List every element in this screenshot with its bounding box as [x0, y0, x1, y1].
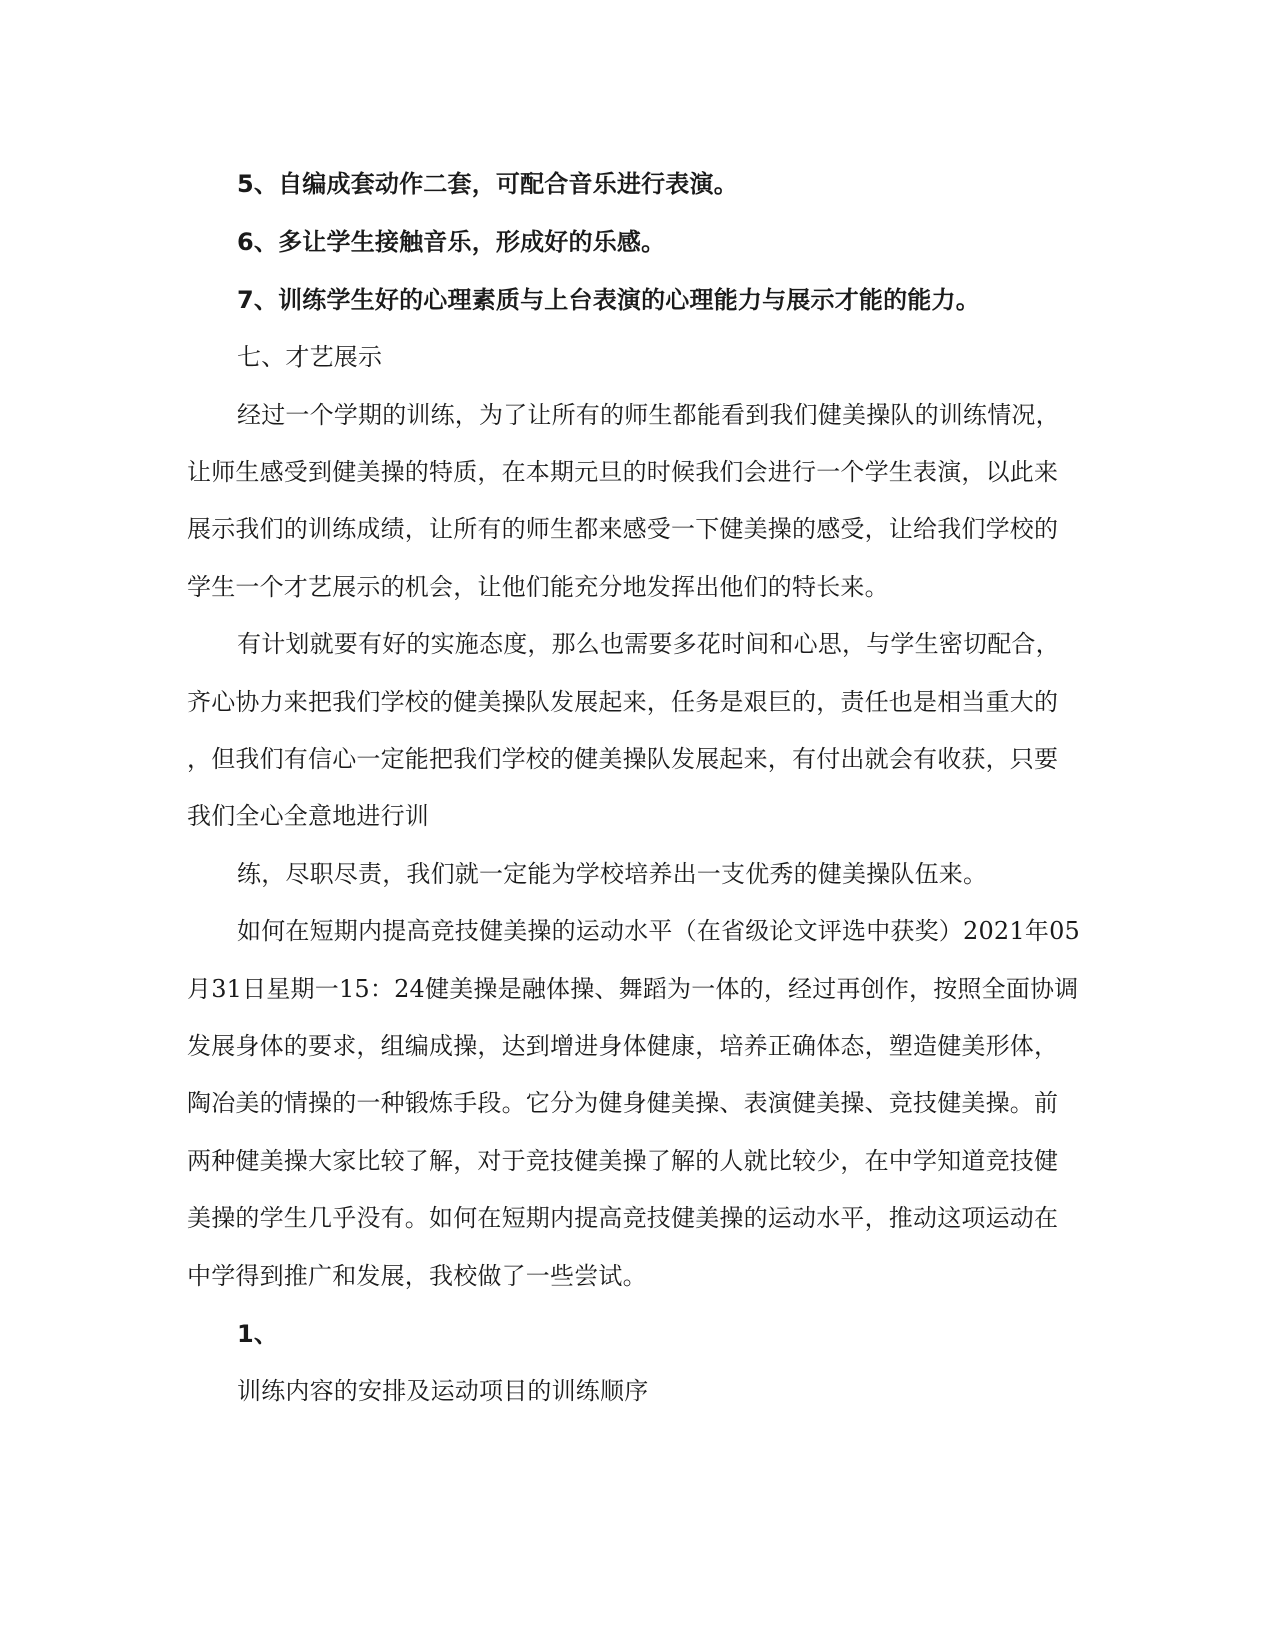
paragraph-4-line-6: 美操的学生几乎没有。如何在短期内提高竞技健美操的运动水平，推动这项运动在: [187, 1204, 1059, 1232]
paragraph-2-line-2: 齐心协力来把我们学校的健美操队发展起来，任务是艰巨的，责任也是相当重大的: [187, 688, 1059, 716]
paragraph-1-line-3: 展示我们的训练成绩，让所有的师生都来感受一下健美操的感受，让给我们学校的: [187, 515, 1059, 543]
paragraph-4-line-1: 如何在短期内提高竞技健美操的运动水平（在省级论文评选中获奖）2021年05: [237, 917, 1081, 945]
paragraph-2-line-4: 我们全心全意地进行训: [187, 802, 429, 830]
list-item-6: 6、多让学生接触音乐，形成好的乐感。: [237, 228, 666, 256]
list-item-7: 7、训练学生好的心理素质与上台表演的心理能力与展示才能的能力。: [237, 286, 980, 314]
list-item-5: 5、自编成套动作二套，可配合音乐进行表演。: [237, 170, 738, 198]
paragraph-2-line-3: ，但我们有信心一定能把我们学校的健美操队发展起来，有付出就会有收获，只要: [187, 745, 1059, 773]
paragraph-4-line-3: 发展身体的要求，组编成操，达到增进身体健康，培养正确体态，塑造健美形体，: [187, 1032, 1059, 1060]
paragraph-4-line-4: 陶冶美的情操的一种锻炼手段。它分为健身健美操、表演健美操、竞技健美操。前: [187, 1089, 1059, 1117]
paragraph-4-line-5: 两种健美操大家比较了解，对于竞技健美操了解的人就比较少，在中学知道竞技健: [187, 1147, 1059, 1175]
paragraph-1-line-4: 学生一个才艺展示的机会，让他们能充分地发挥出他们的特长来。: [187, 573, 889, 601]
paragraph-1-line-1: 经过一个学期的训练，为了让所有的师生都能看到我们健美操队的训练情况，: [237, 401, 1060, 429]
paragraph-1-line-2: 让师生感受到健美操的特质，在本期元旦的时候我们会进行一个学生表演，以此来: [187, 458, 1059, 486]
subheading: 训练内容的安排及运动项目的训练顺序: [237, 1377, 649, 1405]
paragraph-3: 练，尽职尽责，我们就一定能为学校培养出一支优秀的健美操队伍来。: [237, 860, 988, 888]
paragraph-4-line-7: 中学得到推广和发展，我校做了一些尝试。: [187, 1262, 647, 1290]
paragraph-2-line-1: 有计划就要有好的实施态度，那么也需要多花时间和心思，与学生密切配合，: [237, 630, 1060, 658]
section-heading: 七、才艺展示: [237, 343, 383, 371]
numbered-heading: 1、: [237, 1320, 279, 1348]
paragraph-4-line-2: 月31日星期一15：24健美操是融体操、舞蹈为一体的，经过再创作，按照全面协调: [187, 975, 1079, 1003]
